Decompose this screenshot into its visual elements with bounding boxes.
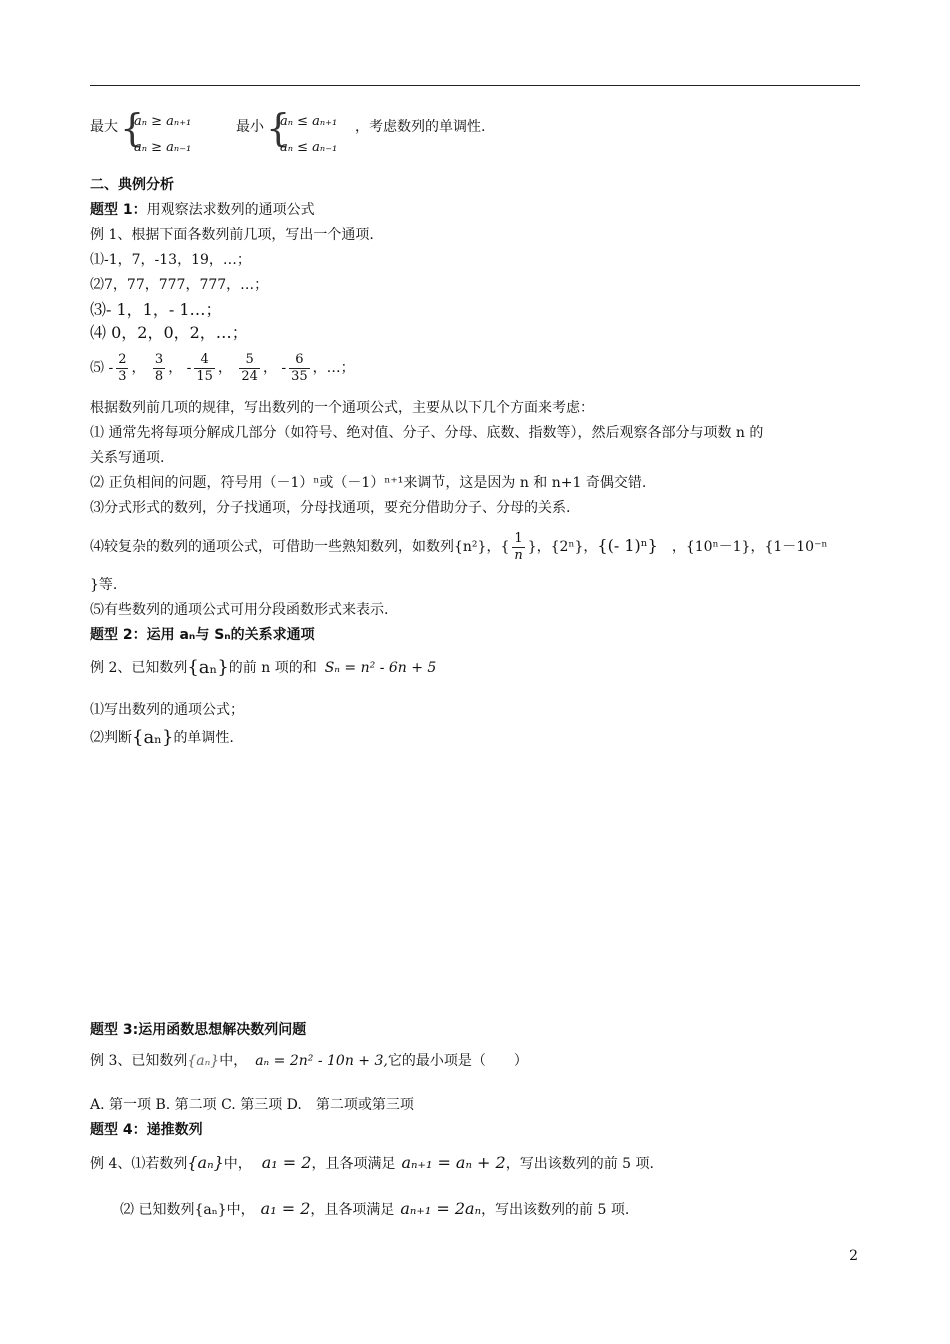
item5-tail: ，…； bbox=[312, 360, 355, 376]
answer-options: A. 第一项 B. 第二项 C. 第三项 D. 第二项或第三项 bbox=[90, 1097, 414, 1113]
section-title: 二、典例分析 bbox=[90, 177, 174, 193]
example2-text bbox=[90, 655, 436, 681]
fraction bbox=[116, 352, 128, 385]
initial-term: a₁ = 2 bbox=[260, 1199, 311, 1218]
frac-sign: - bbox=[186, 360, 192, 376]
condition-pre: ，且各项满足 bbox=[310, 1202, 395, 1218]
fraction-denominator: 8 bbox=[154, 368, 164, 384]
fraction-denominator: 24 bbox=[241, 368, 258, 384]
fraction-numerator: 1 bbox=[512, 531, 524, 548]
example3-post: 它的最小项是（ ） bbox=[387, 1053, 528, 1069]
example2-pre: 例 2、已知数列 bbox=[90, 660, 188, 676]
min-conditions: { aₙ ≤ aₙ₊₁ aₙ ≤ aₙ₋₁ bbox=[266, 106, 338, 155]
method-4a-pow: {(- 1)ⁿ} bbox=[597, 536, 658, 555]
example4-1-post: ，写出该数列的前 5 项. bbox=[505, 1156, 654, 1172]
method-2: ⑵ 正负相间的问题，符号用（－1）ⁿ或（－1）ⁿ⁺¹来调节，这是因为 n 和 n+1 奇偶交错. bbox=[90, 475, 647, 491]
sequence-item-1: ⑴-1，7，-13，19，…； bbox=[90, 252, 251, 268]
example1-text: 例 1、根据下面各数列前几项，写出一个通项. bbox=[90, 227, 374, 243]
method-4a-mid: }，{2ⁿ}， bbox=[527, 539, 598, 555]
method-intro: 根据数列前几项的规律，写出数列的一个通项公式，主要从以下几个方面来考虑： bbox=[90, 400, 594, 416]
type1-heading bbox=[90, 200, 315, 220]
method-4b: }等. bbox=[90, 577, 118, 593]
example3-pre: 例 3、已知数列 bbox=[90, 1053, 188, 1069]
fraction-denominator: 15 bbox=[196, 368, 213, 384]
frac-group-3: - $\frac{4}{15}$ ， bbox=[186, 351, 232, 384]
max-conditions: { aₙ ≥ aₙ₊₁ aₙ ≥ aₙ₋₁ bbox=[120, 106, 192, 155]
example4-2-post: ，写出该数列的前 5 项. bbox=[481, 1202, 630, 1218]
example4-1-mid: 中， bbox=[223, 1156, 252, 1172]
sequence-item-3: ⑶- 1，1，- 1…； bbox=[90, 300, 222, 319]
fraction-numerator: 3 bbox=[154, 351, 164, 367]
fraction bbox=[194, 352, 215, 385]
fraction-denominator: n bbox=[514, 547, 523, 563]
example3-mid: 中， bbox=[219, 1053, 248, 1069]
min-row-2: aₙ ≤ aₙ₋₁ bbox=[280, 140, 338, 155]
fraction-numerator: 5 bbox=[239, 352, 260, 369]
question-2-2-post: 的单调性. bbox=[173, 730, 234, 746]
fraction-numerator: 6 bbox=[289, 352, 310, 369]
frac-sign: - bbox=[108, 360, 114, 376]
frac-group-1: - $\frac{2}{3}$ ， bbox=[108, 351, 146, 384]
example4-1 bbox=[90, 1150, 654, 1177]
sequence-set: {aₙ} bbox=[187, 1153, 224, 1172]
type3-title: 题型 3:运用函数思想解决数列问题 bbox=[90, 1022, 307, 1038]
frac-group-5 bbox=[281, 351, 312, 384]
type1-title: 题型 1： bbox=[90, 202, 147, 218]
fraction bbox=[153, 352, 165, 385]
method-5: ⑸有些数列的通项公式可用分段函数形式来表示. bbox=[90, 602, 389, 618]
min-label: 最小 bbox=[236, 119, 264, 135]
page-number: 2 bbox=[849, 1248, 858, 1264]
method-1a: ⑴ 通常先将每项分解成几部分（如符号、绝对值、分子、分母、底数、指数等），然后观察各部分与项数 n 的 bbox=[90, 425, 764, 441]
general-term-formula: aₙ = 2n² - 10n + 3, bbox=[255, 1053, 388, 1069]
example2-mid: 的前 n 项的和 bbox=[228, 660, 317, 676]
frac-group-4: $\frac{5}{24}$ ， bbox=[241, 351, 277, 384]
example4-2-pre: ⑵ 已知数列{aₙ}中， bbox=[120, 1202, 255, 1218]
method-1b: 关系写通项. bbox=[90, 450, 165, 466]
fraction-denominator: 3 bbox=[118, 368, 127, 384]
fraction-one-over-n bbox=[512, 531, 524, 564]
min-row-1: aₙ ≤ aₙ₊₁ bbox=[280, 114, 338, 129]
example4-1-pre: 例 4、⑴若数列 bbox=[90, 1156, 188, 1172]
fraction-denominator: 35 bbox=[291, 368, 308, 384]
method-4a-post: ，{10ⁿ－1}，{1－10⁻ⁿ bbox=[671, 539, 828, 555]
frac-group-2: $\frac{3}{8}$ ， bbox=[154, 351, 183, 384]
initial-term: a₁ = 2 bbox=[261, 1153, 312, 1172]
max-row-2: aₙ ≥ aₙ₋₁ bbox=[134, 140, 192, 155]
example3-text bbox=[90, 1048, 528, 1074]
fraction bbox=[289, 352, 310, 385]
sequence-item-4: ⑷ 0，2，0，2，…； bbox=[90, 323, 248, 342]
fraction-numerator: 2 bbox=[118, 351, 127, 367]
sequence-item-2: ⑵7，77，777，777，…； bbox=[90, 277, 269, 293]
recurrence-1: aₙ₊₁ = aₙ + 2 bbox=[401, 1153, 506, 1172]
monotonic-note: ，考虑数列的单调性. bbox=[355, 119, 486, 135]
sequence-set: {aₙ} bbox=[187, 657, 229, 678]
method-4a-pre: ⑷较复杂的数列的通项公式，可借助一些熟知数列，如数列{n²}，{ bbox=[90, 539, 510, 555]
condition-pre: ，且各项满足 bbox=[311, 1156, 396, 1172]
fraction-numerator: 4 bbox=[194, 352, 215, 369]
header-rule bbox=[90, 85, 860, 86]
sequence-set: {aₙ} bbox=[132, 727, 174, 748]
question-2-1: ⑴写出数列的通项公式； bbox=[90, 702, 244, 718]
question-2-2 bbox=[90, 725, 234, 751]
max-row-1: aₙ ≥ aₙ₊₁ bbox=[134, 114, 192, 129]
method-3: ⑶分式形式的数列，分子找通项，分母找通项，要充分借助分子、分母的关系. bbox=[90, 500, 571, 516]
recurrence-2: aₙ₊₁ = 2aₙ bbox=[400, 1199, 482, 1218]
fraction bbox=[239, 352, 260, 385]
sequence-set: {aₙ} bbox=[187, 1053, 220, 1069]
type1-desc: 用观察法求数列的通项公式 bbox=[146, 202, 315, 218]
type2-title: 题型 2：运用 aₙ与 Sₙ的关系求通项 bbox=[90, 627, 315, 643]
example4-2 bbox=[120, 1196, 629, 1223]
max-label: 最大 bbox=[90, 119, 118, 135]
frac-sign: - bbox=[281, 360, 287, 376]
sum-formula: Sₙ = n² - 6n + 5 bbox=[324, 660, 437, 676]
method-4a bbox=[90, 528, 828, 565]
type4-title: 题型 4：递推数列 bbox=[90, 1122, 203, 1138]
item5-label: ⑸ bbox=[90, 360, 104, 376]
sequence-item-5 bbox=[90, 350, 355, 386]
question-2-2-pre: ⑵判断 bbox=[90, 730, 132, 746]
